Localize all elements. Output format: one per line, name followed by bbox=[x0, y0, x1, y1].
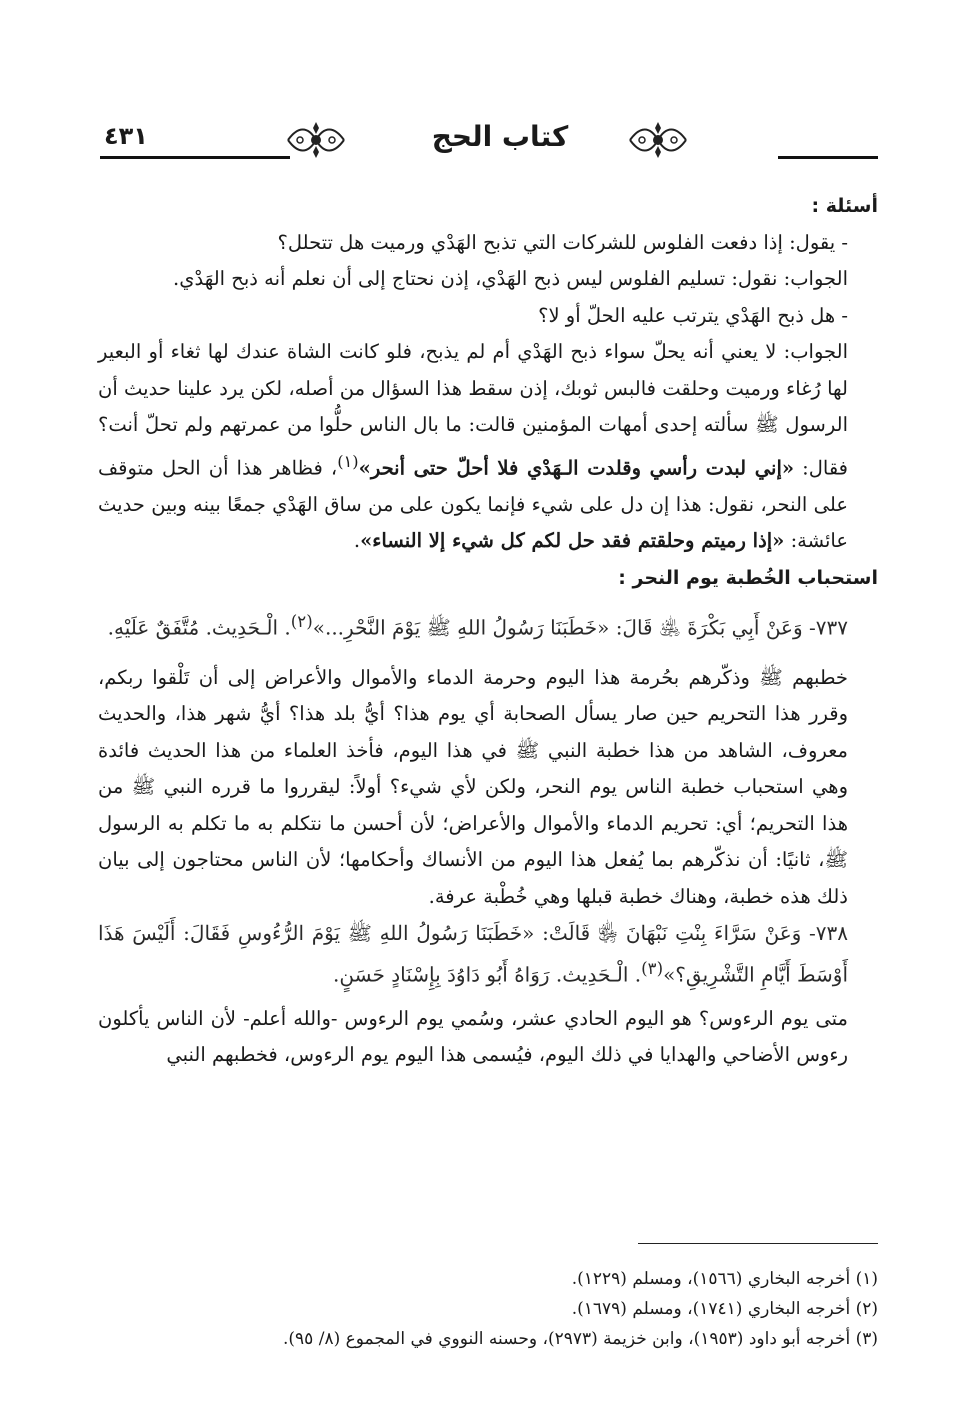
spacer bbox=[98, 993, 878, 1001]
page-header bbox=[100, 112, 878, 172]
commentary-737: خطبهم ﷺ وذكّرهم بحُرمة هذا اليوم وحرمة الدماء والأموال والأعراض إلى أن تَلْقوا ربكم، وقرر هذا التحريم حين صار يسأل الصحابة أي يوم هذا؟ أيُّ بلد هذا؟ أيُّ شهر هذا، والحديث معروف، الشاهد من هذا خطبة النبي ﷺ في هذا اليوم، فأخذ العلماء من هذا الحديث فائدة وهي استحباب خطبة الناس يوم النحر، ولكن لأي شيء؟ أولاً: ليقرروا ما قرره النبي ﷺ من هذا التحريم؛ أي: تحريم الدماء والأموال والأعراض؛ لأن أحسن ما نتكلم به ما تكلم به الرسول ﷺ، ثانيًا: أن نذكّرهم بما يُفعل هذا اليوم من الأنساك وأحكامها؛ لأن الناس محتاجون إلى بيان ذلك هذه خطبة، وهناك خطبة قبلها وهي خُطْبة عرفة. bbox=[98, 665, 848, 908]
answer-2-text-2: ، فظاهر هذا أن الحل متوقف على النحر، نقول: هذا إن دل على شيء فإنما يكون على من ساق الهَدْي جمعًا بينه وبين حديث عائشة: bbox=[98, 456, 848, 552]
questions-heading: أسئلة : bbox=[811, 195, 878, 217]
footnote-ref-1: (١) bbox=[337, 451, 359, 471]
hadith-737 bbox=[98, 604, 878, 646]
footnote-separator bbox=[638, 1243, 878, 1244]
commentary-738: متى يوم الرءوس؟ هو اليوم الحادي عشر، وسُمي يوم الرءوس -والله أعلم- لأن الناس يأكلون رءوس الأضاحي والهدايا في ذلك اليوم، فيُسمى هذا اليوم يوم الرءوس، فخطبهم النبي bbox=[98, 1006, 848, 1067]
hadith-738-text: ٧٣٨- وَعَنْ سَرَّاءَ بِنْتِ نَبْهَانَ ﵂ قَالَتْ: «خَطَبَنَا رَسُولُ اللهِ ﷺ يَوْمَ الرُّءُوسِ فَقَالَ: أَلَيْسَ هَذَا أَوْسَطَ أَيَّامِ التَّشْرِيقِ؟» bbox=[98, 921, 848, 987]
book-title: كتاب الحج bbox=[431, 120, 569, 153]
footnote-1: (١) أخرجه البخاري (١٥٦٦)، ومسلم (١٢٢٩). bbox=[571, 1269, 878, 1289]
answer-2-text-1: الجواب: لا يعني أنه يحلّ سواء ذبح الهَدْي أم لم يذبح، فلو كانت الشاة عندك لها ثغاء أو البعير لها رُغاء ورميت وحلقت فالبس ثوبك، إذن سقط هذا السؤال من أصله، لكن يرد علينا حديث أن الرسول ﷺ سألته إحدى أمهات المؤمنين قالت: ما بال الناس حلُّوا من عمرتهم ولم تحلّ أنت؟ فقال: bbox=[98, 340, 849, 479]
header-rule-right bbox=[778, 156, 878, 159]
section-heading: استحباب الخُطبة يوم النحر : bbox=[618, 566, 878, 589]
hadith-738-end: . الْـحَدِيث. رَوَاهُ أَبُو دَاوُدَ بِإِسْنَادٍ حَسَنٍ. bbox=[333, 962, 642, 987]
hadith-737-end: . الْـحَدِيث. مُتَّفَقٌ عَلَيْهِ. bbox=[107, 615, 291, 640]
hadith-738 bbox=[98, 915, 878, 993]
spacer bbox=[98, 646, 878, 660]
hadith-737-text: ٧٣٧- وَعَنْ أَبِي بَكْرَةَ ﵁ قَالَ: «خَطَبَنَا رَسُولُ اللهِ ﷺ يَوْمَ النَّحْرِ...» bbox=[312, 615, 848, 640]
answer-2 bbox=[98, 334, 878, 560]
spacer bbox=[98, 596, 878, 604]
answer-2-quote-1: «إني لبدت رأسي وقلدت الـهَدْي فلا أحلّ حتى أنحر» bbox=[358, 456, 795, 479]
footnote-2: (٢) أخرجه البخاري (١٧٤١)، ومسلم (١٦٧٩). bbox=[571, 1299, 878, 1319]
footnote-ref-2: (٢) bbox=[290, 612, 313, 631]
answer-1: الجواب: نقول: تسليم الفلوس ليس ذبح الهَدْي، إذن نحتاج إلى أن نعلم أنه ذبح الهَدْي. bbox=[173, 267, 848, 290]
answer-2-quote-2: «إذا رميتم وحلقتم فقد حل لكم كل شيء إلا النساء» bbox=[360, 529, 785, 552]
question-1: - يقول: إذا دفعت الفلوس للشركات التي تذبح الهَدْي ورميت هل تتحلل؟ bbox=[277, 230, 848, 254]
header-rule-left bbox=[100, 156, 290, 159]
footnote-ref-3: (٣) bbox=[641, 959, 664, 979]
footnote-3: (٣) أخرجه أبو داود (١٩٥٣)، وابن خزيمة (٢٩٧٣)، وحسنه النووي في المجموع (٨/ ٩٥). bbox=[283, 1329, 878, 1349]
footnotes bbox=[98, 1264, 878, 1354]
answer-2-end: . bbox=[353, 529, 361, 552]
ornament-right-icon bbox=[628, 118, 688, 162]
ornament-left-icon bbox=[286, 118, 346, 162]
page-body bbox=[98, 188, 878, 1074]
question-2: - هل ذبح الهَدْي يترتب عليه الحلّ أو لا؟ bbox=[538, 303, 848, 327]
page-number: ٤٣١ bbox=[104, 122, 148, 150]
